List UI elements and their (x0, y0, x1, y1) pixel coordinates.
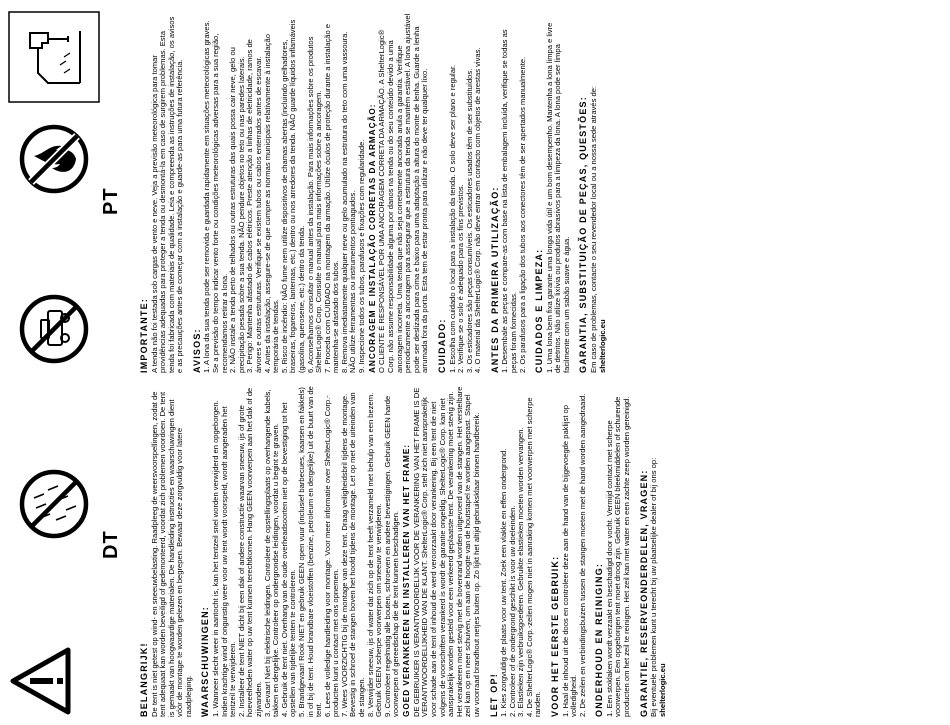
section-title: GARANTIA, SUBSTITUIÇÃO DE PEÇAS, QUESTÕES: (578, 96, 589, 373)
list-item: 3. Gevaar! Niet bij elektrische leidingen. Controleer de opstellingsplaats op overhangende kabels, takken en dergelijke. Controleer op ondergrondse leidingen, voordat u begint te graven. (262, 389, 281, 717)
list-item: 7. Wees VOORZICHTIG bij de montage van deze tent. Draag veiligheidsbril tijdens de montage. Bevestig in schroef de stangen boven het hoofd tijdens de montage. Let op met de uiteinden van de stangen. (339, 392, 367, 717)
list-item: 2. Installeer de tent NIET dicht bij een dak of andere constructie waarvan sneeuw, ijs of grote hoeveelheden water op uw tent kunnen terechtkomen. Hang GEEN voorwerpen aan het dak of de zijwanden. (236, 387, 263, 717)
section-body: O CLIENTE É RESPONSÁVEL POR UMA ANCORAGEM CORRETA DA ARMAÇÃO. A ShelterLogic® Corp. não assume responsabilidade alguma por danos na tenda ou do seu conteúdo devido a uma ancoragem incorreta. Uma tenda que não seja corretamente ancorada anula a garantia. Verifique periodicamente a ancoragem para assegurar que a estrutura da tenda se mantém estável. A lona ajustável pode ser deslizada para cima e baixo para uma adaptação à altura do monte de lenha. Guarde a lenha arrumada fora da porta. Esta tem de estar pronta para utilizar e não deve ter qualquer lixo. (377, 13, 430, 373)
first-use-list (501, 13, 527, 373)
list-item: 2. Verifique se o solo é adequado para os fins previstos. (456, 184, 466, 373)
list-item: 2. De zeilen en verbindingsbuizen tussen de stangen moeten met de hand worden aangedraaid. (577, 393, 587, 717)
list-item: 9. Controleer regelmatig alle bouten, schroeven en andere bevestigingen. Gebruik GEEN harde voorwerpen of gereedschap die de tent kunnen beschadigen. (382, 395, 401, 717)
section-title: LET OP! (488, 673, 499, 717)
list-item: 8. Remova imediatamente qualquer neve ou gelo acumulado na estrutura do teto com uma vassoura. NÃO utilize ferramentas ou instrumentos pontiagudos. (339, 31, 358, 373)
no-wind-rain-icon (18, 468, 90, 540)
warning-list (212, 385, 401, 717)
list-item: 1. Escolha com cuidado o local para a instalação da tenda. O solo deve ser plano e regular. (447, 64, 457, 373)
language-code-pt: PT (100, 187, 122, 215)
caution-list (500, 385, 543, 717)
cleaning-list (546, 13, 572, 373)
section-title: WAARSCHUWINGEN: (200, 606, 211, 717)
list-item: 4. Antes da instalação, assegure-se de que cumpre as normas municipais relativamente à instalação temporária de tendas. (262, 34, 281, 373)
cleaning-list (606, 385, 632, 717)
column-dutch (140, 385, 667, 717)
list-item: 3. Elastieken zijn verbruiksgoederen. Gebruikte elastieken moeten worden vervangen. (516, 427, 526, 717)
section-body: DE GEBRUIKER IS VERANTWOORDELIJK VOOR DE VERANKERING VAN HET FRAME IS DE VERANTWOORDELIJKHEID VAN DE KLANT. ShelterLogic® Corp. stelt zich niet aansprakelijk voor schade aan de tent of inhoud die werd veroorzaakt door verankering. Bij een tent die niet volgens de voorschriften verankerd is wordt de garantie ongeldig. ShelterLogic® Corp. kan niet aansprakelijk worden gesteld voor een verkeerd geplaatste tent. De verankering moet stevig zijn. Het verankeren moet stevig met de bovenrand worden uitgevoerd van de stangen. Het verstelbare zeil kan op en neer schuiven, om aan de hoogte van de houtstapel te worden aangepast. Stapel uw voorraad brandhout netjes buiten op. Zo lijkt het altijd gebruiksklaar binnen handbereik. (411, 386, 481, 717)
section-title: ANTES DA PRIMEIRA UTILIZAÇÃO: (489, 186, 500, 373)
section-title: GARANTIE, RESERVEONDERDELEN, VRAGEN: (638, 469, 649, 717)
list-item: 4. De ShelterLogic® Corp.-zeilen mogen niet in aanraking komen met voorwerpen met scherpe randen. (524, 397, 543, 717)
first-use-list (562, 385, 588, 717)
list-item: 2. NÃO instale a tenda perto de telhados ou outras estruturas das quais possa cair neve, gelo ou precipitação pesada sobre a sua tenda. NÃO pendure objetos no teto ou nas paredes laterais. (228, 47, 246, 373)
list-item: 2. Controleer of de ondergrond geschikt is voor uw doeleinden. (507, 505, 517, 717)
section-title: GOED VERANKEREN EN INSTALLEREN VAN HET FRAME: (402, 443, 412, 717)
drill-stake-icon (8, 11, 100, 103)
list-item: 1. Wanneer slecht weer in aantocht is, kan het tentzeil snel worden verwijderd en opgeborgen. Indien krachtige wind of ongunstig weer voor uw tent wordt voorspeld, wordt aangeraden het tentzeil te verwijderen. (210, 400, 238, 717)
section-title: IMPORTANTE: (139, 297, 149, 373)
warning-triangle-icon (10, 647, 72, 715)
list-item: 6. Aconselhamos consultar o manual antes da instalação. Para mais informações sobre os produtos ShelterLogic® Corp. Consulte o manual para mais informações sobre a ancoragem. (305, 36, 324, 373)
section-body: Bij eventuele problemen kunt u terecht bij uw plaatselijke dealer of bij ons op: (649, 457, 659, 717)
section-title: ANCORAGEM E INSTALAÇÃO CORRETAS DA ARMAÇÃO: (367, 103, 377, 373)
section-title: CUIDADO: (437, 318, 448, 373)
website-link[interactable]: shelterlogic.eu (657, 663, 667, 717)
list-item: 2. Os parafusos para a ligação dos tubos aos conectores têm de ser apertados manualmente. (517, 56, 527, 373)
section-title: BELANGRIJK! (139, 642, 149, 717)
list-item: 1. Uma lona bem fixa garante uma longa vida útil e um bom desempenho. Mantenha a lona limpa e livre de detritos. Não utilize lixívia ou produtos abrasivos para a limpeza da lona. A lona pode ser limpa facilmente com um sabão suave e água. (544, 22, 571, 373)
list-item: 1. Kies zorgvuldig de plaats voor uw tent. Zoek een vlakke en effen ondergrond. (499, 448, 509, 717)
list-item: 3. Os esticadores são peças consumíveis. Os esticadores usados têm de ser substituídos. (464, 68, 474, 373)
no-vehicle-icon (18, 293, 90, 365)
language-code-dt: DT (100, 530, 122, 559)
list-item: 7. Proceda com CUIDADO na montagem da armação. Utilize óculos de proteção durante a instalação e mantenha-se afastado dos tubos. (322, 23, 341, 373)
no-fire-icon (18, 123, 90, 195)
list-item: 6. Lees de volledige handleiding voor montage. Voor meer informatie over ShelterLogic® Corp.-producten kunt u contact met ons opnemen. (322, 395, 341, 717)
section-title: CUIDADOS E LIMPEZA: (534, 248, 545, 373)
list-item: 1. Een stoklaken wordt verzaakt en beschadigd door vocht. Vermijd contact met scherpe voorwerpen. Een opgeborgen tent moet droog zijn. Gebruik GEEN bleekmiddelen of schurende producten om het zeil te reinigen. Het zeil kan met water en een zachte zeep worden gereinigd. (604, 396, 632, 717)
list-item: 9. Inspecione todos os tubos, parafusos e fixações com regularidade. (357, 139, 367, 373)
list-item: 1. Haal de inhoud uit de doos en controleer deze aan de hand van de bijgevoegde paklijst op volledigheid. (560, 405, 579, 717)
list-item: 4. Gebruik de tent niet. Overhang van de oude overheadsoorten niet op de bevestiging tot het opstellen van tijdelijke tenten te controleren. (279, 402, 298, 717)
list-item: 5. Brandgevaar! Rook NIET en gebruik GEEN open vuur (inclusief barbecues, kaarsen en fakkels) in of bij de tent. Houd brandbare vloeistoffen (benzine, petroleum en dergelijke) uit de buurt van de tent. (296, 386, 324, 717)
warning-list (203, 13, 366, 373)
section-body: A tenda não foi testada sob cargas de vento e neve. Veja a previsão meteorológica para tomar providências adequadas para proteger a tenda ou desmontá-la em caso de surgirem problemas. Esta tenda foi fabricada com materiais de qualidade. Leia e compreenda as instruções de instalação, os avisos e as precauções antes de começar com a instalação e guarde-as para uma futura referência. (149, 16, 185, 373)
list-item: 1. A lona da sua tenda pode ser removida e guardada rapidamente em situações meteorológicas graves. Se a previsão do tempo indicar vento forte ou condições meteorológicas adversas para a sua região, recomendamos retirar a lona. (202, 20, 229, 373)
list-item: 8. Verwijder sneeuw, ijs of water dat zich op de tent heeft verzameld met behulp van een bezem. Gebruik GEEN scherpe voorwerpen om sneeuw te verwijderen. (365, 392, 384, 717)
website-link[interactable]: shelterlogic.eu (597, 319, 607, 373)
section-body: De tent is niet getest op wind- en sneeuwbelasting. Raadpleeg de weersvoorspellingen, zodat de tent adequaat kan worden beveiligd of gedemonteerd, voordat zich problemen voordoen. De tent is gemaakt van hoogwaardige materialen. De handleiding instructies en waarschuwingen dient vóór de montage te worden gelezen en begrepen. Bewaar deze zorgvuldig voor latere raadpleging. (149, 391, 193, 717)
list-item: 1. Desembale as peças e compare-as com base na lista de embalagem incluída, verifique se todas as peças foram fornecidas. (500, 29, 518, 373)
column-portuguese (140, 13, 607, 373)
section-title: AVISOS: (191, 328, 202, 373)
list-item: 4. O material da ShelterLogic® Corp. não deve entrar em contacto com objetos de arestas vivas. (473, 47, 483, 373)
section-title: ONDERHOUD EN REINIGING: (594, 562, 605, 717)
list-item: 3. Perigo: Mantenha afastado de cabos elétricos. Preste atenção a linhas de eletricidade, ramos de árvores e outras estruturas. Verifique se existem tubos ou cabos enterrados antes de escavar. (245, 39, 263, 373)
section-title: VOOR HET EERSTE GEBRUIK: (550, 555, 561, 717)
list-item: 5. Risco de incêndio: NÃO fume nem utilize dispositivos de chamas abertas (incluindo grelhadores, braseiras, fogareiros, lanternas, etc.) dentro ou nos arredores da tenda. NÃO guarde líquidos inflamáveis (gasolina, querosene, etc.) dentro da tenda. (279, 19, 306, 373)
caution-list (449, 13, 483, 373)
section-body: Em caso de problemas, contacte o seu revendedor local ou a nossa sede através de: (588, 85, 598, 373)
